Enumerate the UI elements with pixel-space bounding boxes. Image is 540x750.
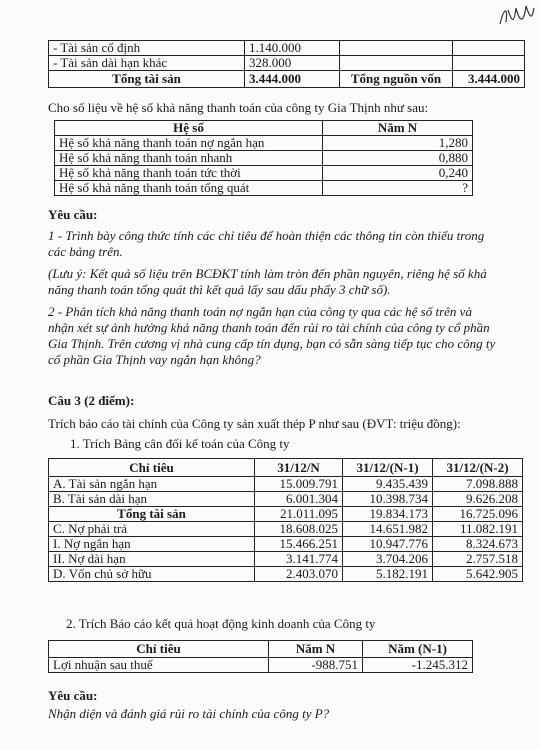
table-cell: 15.009.791: [255, 477, 343, 492]
table-cell: 3.141.774: [255, 552, 343, 567]
asset-table: [48, 40, 525, 88]
table-cell: 5.642.905: [433, 567, 523, 582]
table-cell: [340, 56, 453, 71]
table-cell: 3.444.000: [245, 71, 340, 88]
table-cell: 19.834.173: [343, 507, 433, 522]
table-cell: 10.947.776: [343, 537, 433, 552]
table-cell: 328.000: [245, 56, 340, 71]
table-cell: 10.398.734: [343, 492, 433, 507]
table-cell: Hệ số khả năng thanh toán tổng quát: [55, 181, 323, 196]
table-header: 31/12/(N-2): [433, 459, 523, 477]
table-row: [49, 537, 523, 552]
table-cell: Tổng nguồn vốn: [340, 71, 453, 88]
table-row: [49, 507, 523, 522]
table-cell: A. Tài sản ngắn hạn: [49, 477, 255, 492]
requirement-text: nhận xét sự ảnh hưởng khả năng thanh toán đến rủi ro tài chính của công ty cổ phần: [48, 320, 490, 335]
table-header: Năm (N-1): [363, 641, 473, 658]
table-header: Năm N: [269, 641, 363, 658]
table-row: [49, 567, 523, 582]
requirement-text: Gia Thịnh. Trên cương vị nhà cung cấp tín dụng, bạn có sẵn sàng tiếp tục cho công ty: [48, 336, 496, 351]
table-cell: II. Nợ dài hạn: [49, 552, 255, 567]
table-cell: 14.651.982: [343, 522, 433, 537]
table-cell: -988.751: [269, 658, 363, 673]
table-cell: B. Tài sản dài hạn: [49, 492, 255, 507]
income-statement-table: [48, 640, 473, 673]
table-cell: 8.324.673: [433, 537, 523, 552]
table-cell: - Tài sản cố định: [49, 41, 245, 56]
table-header: Năm N: [323, 121, 473, 136]
requirement-text: các bảng trên.: [48, 244, 123, 259]
table-caption: 2. Trích Báo cáo kết quả hoạt động kinh doanh của Công ty: [66, 616, 376, 631]
requirement-heading: Yêu cầu:: [48, 688, 98, 703]
table-header: Hệ số: [55, 121, 323, 136]
table-header: 31/12/(N-1): [343, 459, 433, 477]
table-row: [49, 41, 525, 56]
table-cell: C. Nợ phải trả: [49, 522, 255, 537]
table-header-row: [55, 121, 473, 136]
table-cell: - Tài sản dài hạn khác: [49, 56, 245, 71]
table-header: Chỉ tiêu: [49, 459, 255, 477]
table-cell: Tổng tài sản: [49, 507, 255, 522]
table-row: [49, 56, 525, 71]
table-row: [49, 552, 523, 567]
question-title: Câu 3 (2 điểm):: [48, 393, 135, 408]
table-caption: 1. Trích Bảng cân đối kế toán của Công ty: [70, 436, 290, 451]
table-header: 31/12/N: [255, 459, 343, 477]
table-cell: -1.245.312: [363, 658, 473, 673]
table-cell: 2.403.070: [255, 567, 343, 582]
table-cell: 3.704.206: [343, 552, 433, 567]
table-header-row: [49, 641, 473, 658]
table-header-row: [49, 459, 523, 477]
table-cell: 16.725.096: [433, 507, 523, 522]
table-cell: ?: [323, 181, 473, 196]
table-row: [49, 71, 525, 88]
table-cell: 7.098.888: [433, 477, 523, 492]
note-text: năng thanh toán tổng quát thì kết quả lấy sau dấu phẩy 3 chữ số).: [48, 282, 391, 297]
table-cell: 18.608.025: [255, 522, 343, 537]
question-intro: Trích báo cáo tài chính của Công ty sản xuất thép P như sau (ĐVT: triệu đồng):: [48, 416, 461, 431]
table-cell: 9.626.208: [433, 492, 523, 507]
table-cell: 2.757.518: [433, 552, 523, 567]
table-cell: 9.435.439: [343, 477, 433, 492]
requirement-text: Nhận diện và đánh giá rủi ro tài chính của công ty P?: [48, 706, 330, 721]
table-cell: [340, 41, 453, 56]
requirement-text: cổ phần Gia Thịnh vay ngắn hạn không?: [48, 352, 261, 367]
table-cell: Hệ số khả năng thanh toán tức thời: [55, 166, 323, 181]
table-cell: 0,880: [323, 151, 473, 166]
table-row: [55, 136, 473, 151]
requirement-text: 2 - Phân tích khả năng thanh toán nợ ngắn hạn của công ty qua các hệ số trên và: [48, 304, 472, 319]
requirement-text: 1 - Trình bày công thức tính các chỉ tiêu để hoàn thiện các thông tin còn thiếu trong: [48, 228, 485, 243]
note-text: (Lưu ý: Kết quả số liệu trên BCĐKT tính làm tròn đến phần nguyên, riêng hệ số khả: [48, 266, 487, 281]
table-cell: 1.140.000: [245, 41, 340, 56]
table-row: [55, 151, 473, 166]
table-header: Chỉ tiêu: [49, 641, 269, 658]
table-row: [55, 166, 473, 181]
table-cell: Tổng tài sản: [49, 71, 245, 88]
table-cell: 6.001.304: [255, 492, 343, 507]
balance-sheet-table: [48, 458, 523, 582]
table-row: [49, 658, 473, 673]
handwritten-signature: [496, 2, 536, 30]
table-cell: 21.011.095: [255, 507, 343, 522]
table-cell: Hệ số khả năng thanh toán nợ ngắn hạn: [55, 136, 323, 151]
table-cell: 11.082.191: [433, 522, 523, 537]
ratio-intro: Cho số liệu về hệ số khả năng thanh toán của công ty Gia Thịnh như sau:: [48, 100, 429, 115]
table-cell: 1,280: [323, 136, 473, 151]
table-cell: 0,240: [323, 166, 473, 181]
table-cell: Lợi nhuận sau thuế: [49, 658, 269, 673]
table-cell: D. Vốn chủ sở hữu: [49, 567, 255, 582]
table-cell: Hệ số khả năng thanh toán nhanh: [55, 151, 323, 166]
table-cell: [453, 41, 525, 56]
table-row: [49, 492, 523, 507]
table-cell: [453, 56, 525, 71]
table-cell: 3.444.000: [453, 71, 525, 88]
table-row: [49, 522, 523, 537]
table-row: [55, 181, 473, 196]
table-cell: I. Nợ ngắn hạn: [49, 537, 255, 552]
table-cell: 15.466.251: [255, 537, 343, 552]
ratio-table: [54, 120, 473, 196]
table-cell: 5.182.191: [343, 567, 433, 582]
requirement-heading: Yêu cầu:: [48, 207, 98, 222]
table-row: [49, 477, 523, 492]
